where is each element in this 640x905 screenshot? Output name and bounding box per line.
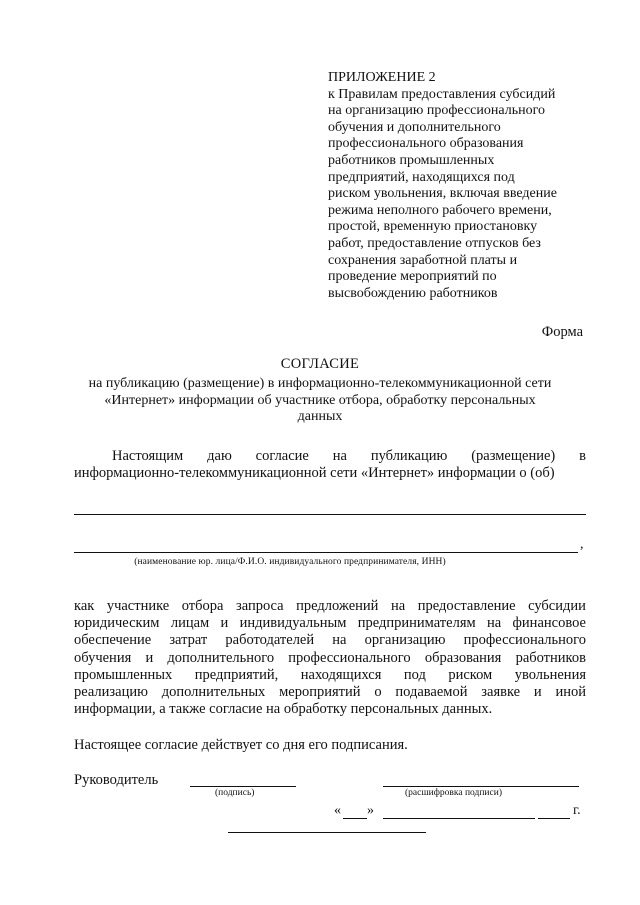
form-label: Форма [541,324,583,340]
body-word: организацию [364,632,446,649]
intro-word: публикацию [370,448,448,464]
body-word: промышленных [74,666,173,683]
subtitle-line: на публикацию (размещение) в информационно-телекоммуникационной сети [88,376,552,391]
appendix-line: высвобождению работников [328,285,498,301]
body-word: дополнительного [167,649,275,666]
body-line [74,650,586,667]
body-word: запроса [235,598,284,614]
appendix-title: ПРИЛОЖЕНИЕ 2 [328,70,436,85]
body-word: предложений [296,598,379,614]
body-word: отбора [181,598,224,614]
body-word: лицам [170,615,210,632]
body-word: предприятий, [194,666,279,683]
signature-decode-caption: (расшифровка подписи) [405,788,502,798]
body-word: предпринимателям [357,615,476,632]
body-word: дополнительных [161,684,266,701]
date-quote-open: « [334,803,341,818]
body-word: под [403,666,426,683]
appendix-line: работников промышленных [328,152,495,168]
signature-field-line[interactable] [190,786,296,787]
body-word: затрат [169,632,208,649]
body-word: и [145,649,154,666]
body-word: иной [555,684,586,701]
body-word: находящихся [300,666,382,683]
body-word: субсидии [528,598,586,614]
consent-intro-line-1 [74,448,586,465]
subtitle-line: данных [297,409,343,425]
intro-word: Настоящим [112,448,184,464]
body-word: риском [448,666,493,683]
body-word: профессионального [288,649,411,666]
date-quote-close: » [367,803,374,818]
body-word: увольнения [514,666,586,683]
intro-word: (размещение) [471,448,556,464]
date-day-field-line[interactable] [343,818,367,819]
body-word: реализацию [74,684,148,701]
body-word: индивидуальным [239,615,347,632]
appendix-block [328,70,598,302]
appendix-line: профессионального образования [328,136,524,152]
appendix-line: простой, временную приостановку [328,219,538,235]
appendix-line: обучения и дополнительного [328,119,501,135]
body-word: на [332,632,347,649]
body-word: участнике [106,598,170,614]
intro-word: на [332,448,347,464]
organization-field-caption: (наименование юр. лица/Ф.И.О. индивидуального предпринимателя, ИНН) [134,557,446,567]
extra-field-line[interactable] [228,832,426,833]
document-subtitle [60,376,580,426]
date-year-field-line[interactable] [538,818,570,819]
date-month-field-line[interactable] [383,818,535,819]
appendix-line: к Правилам предоставления субсидий [328,86,556,102]
body-word: обеспечение [74,632,152,649]
consent-body [74,598,586,718]
subtitle-line: «Интернет» информации об участнике отбора, обработку персональных [104,392,536,408]
body-word: юридическим [74,615,160,632]
validity-statement: Настоящее согласие действует со дня его подписания. [74,737,408,753]
body-word: предоставление [417,598,516,614]
intro-word: даю [207,448,232,464]
body-line [74,684,586,701]
consent-intro-line-2: информационно-телекоммуникационной сети «Интернет» информации о (об) [74,465,555,481]
body-last-line: информации, а также согласие на обработку персональных данных. [74,701,493,718]
appendix-line: на организацию профессионального [328,103,545,119]
appendix-line: предприятий, находящихся под [328,169,515,185]
signatory-role: Руководитель [74,772,159,788]
intro-word: согласие [255,448,309,464]
body-word: заявке [481,684,521,701]
body-word: как [74,598,95,614]
appendix-line: работ, предоставление отпусков без [328,235,541,251]
body-line [74,598,586,615]
body-word: работников [515,649,586,666]
signature-decode-field-line[interactable] [383,786,579,787]
body-word: финансовое [512,615,586,632]
document-title: СОГЛАСИЕ [280,356,360,372]
appendix-line: риском увольнения, включая введение [328,186,557,202]
body-word: образования [424,649,502,666]
intro-word: в [579,448,586,464]
consent-intro [74,448,586,482]
body-word: и [220,615,229,632]
body-word: профессионального [463,632,586,649]
signature-caption: (подпись) [215,788,255,798]
organization-name-field-line-2[interactable] [74,552,578,553]
body-word: о [374,684,382,701]
body-line [74,667,586,684]
body-word: и [533,684,542,701]
appendix-line: сохранения заработной платы и [328,252,518,268]
body-word: мероприятий [279,684,361,701]
body-line [74,615,586,632]
body-word: работодателей [225,632,315,649]
body-word: на [390,598,406,614]
body-word: на [487,615,502,632]
appendix-line: режима неполного рабочего времени, [328,202,552,218]
field-trailing-comma: , [580,537,584,552]
body-word: подаваемой [395,684,468,701]
body-line [74,632,586,649]
body-word: обучения [74,649,132,666]
year-suffix: г. [573,803,581,818]
appendix-line: проведение мероприятий по [328,269,497,285]
organization-name-field-line-1[interactable] [74,514,586,515]
